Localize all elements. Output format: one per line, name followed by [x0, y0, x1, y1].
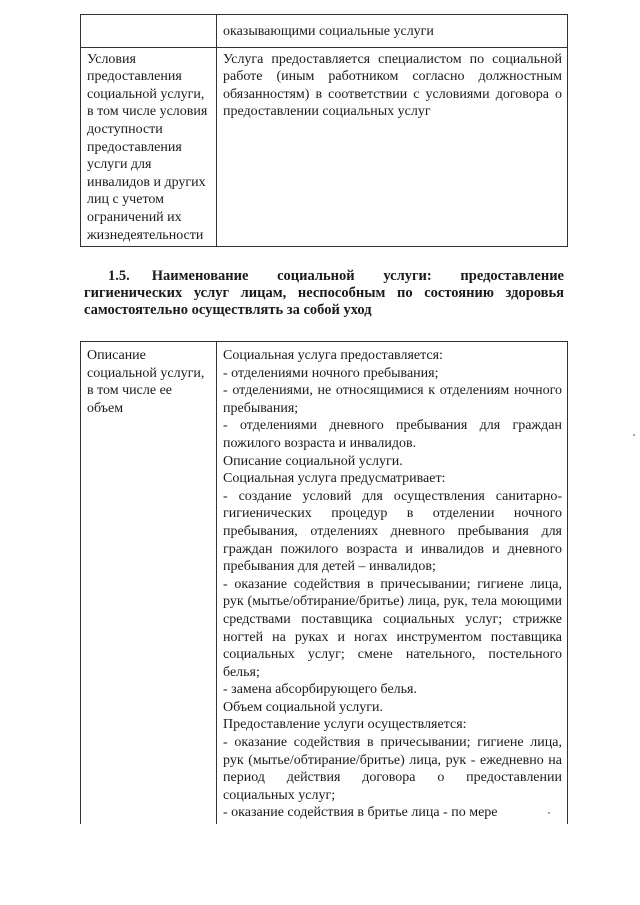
- conditions-label: Условия предоставления социальной услуги, в том числе условия доступности предоставления услуги для инвалидов и других лиц с учетом ограничений их жизнедеятельности: [81, 47, 217, 247]
- continued-text-cell: оказывающими социальные услуги: [217, 15, 568, 48]
- table-row: [81, 342, 568, 825]
- description-line: Описание социальной услуги.: [223, 453, 403, 469]
- description-line: - отделениями, не относящимися к отделениям ночного пребывания;: [223, 383, 562, 416]
- description-line: Предоставление услуги осуществляется:: [223, 717, 467, 733]
- scan-speck: [548, 812, 550, 814]
- conditions-text: Услуга предоставляется специалистом по социальной работе (иным работником согласно должностным обязанностям) в соответствии с условиями договора о предоставлении социальных услуг: [217, 47, 568, 247]
- description-line: Социальная услуга предоставляется:: [223, 348, 443, 363]
- description-line: - оказание содействия в причесывании; гигиене лица, рук (мытье/обтирание/бритье) лица, рук, тела моющими средствами поставщика социальных услуг; стрижке ногтей на руках и ногах инструментом поставщика социальных услуг; смене нательного, постельного белья;: [223, 576, 562, 680]
- description-line: - замена абсорбирующего белья.: [223, 682, 417, 698]
- service-table-top: [80, 14, 568, 247]
- empty-cell: [81, 15, 217, 48]
- description-line: - создание условий для осуществления санитарно-гигиенических процедур в отделении ночного пребывания, отделениях дневного пребывания для граждан пожилого возраста и инвалидов и дневного пребывания для детей – инвалидов;: [223, 488, 562, 575]
- section-heading: [84, 268, 564, 319]
- table-row: [81, 15, 568, 48]
- scan-speck: [633, 434, 635, 436]
- service-table-bottom: [80, 341, 568, 824]
- section-number: 1.5.: [108, 268, 130, 284]
- table-row: [81, 47, 568, 247]
- description-line: - отделениями ночного пребывания;: [223, 365, 439, 381]
- description-line: Социальная услуга предусматривает:: [223, 471, 446, 487]
- description-line: - оказание содействия в причесывании; гигиене лица, рук (мытье/обтирание/бритье) лица, рук - ежедневно на период действия договора о предоставлении социальных услуг;: [223, 735, 562, 803]
- description-text: [217, 342, 568, 825]
- description-line: Объем социальной услуги.: [223, 699, 384, 715]
- description-line: - отделениями дневного пребывания для граждан пожилого возраста и инвалидов.: [223, 418, 562, 451]
- description-label: Описание социальной услуги, в том числе ее объем: [81, 342, 217, 825]
- section-title: Наименование социальной услуги: предоставление гигиенических услуг лицам, неспособным по состоянию здоровья самостоятельно осуществлять за собой уход: [84, 268, 564, 318]
- description-line: - оказание содействия в бритье лица - по мере: [223, 805, 498, 821]
